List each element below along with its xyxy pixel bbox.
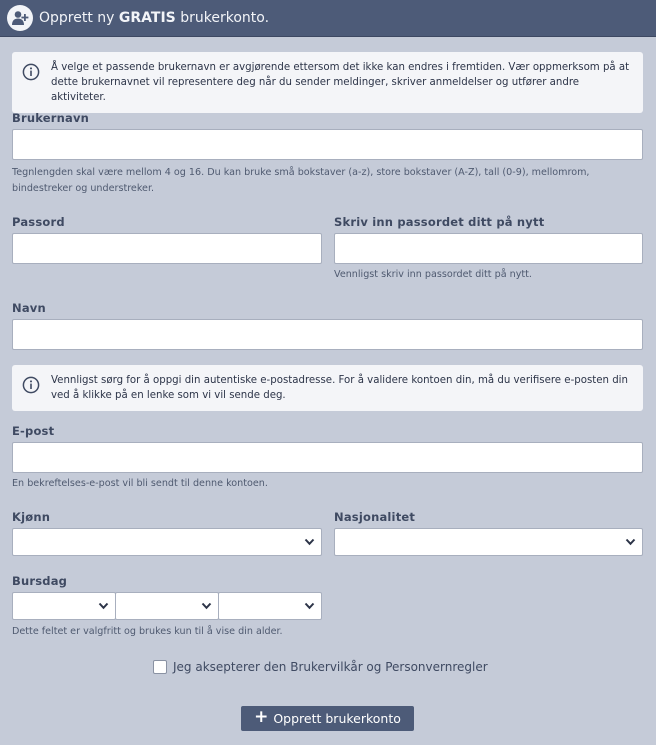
chevron-down-icon: [201, 602, 212, 610]
form-title: Opprett ny GRATIS brukerkonto.: [39, 10, 270, 26]
create-account-label: Opprett brukerkonto: [273, 711, 401, 726]
email-info-text: Vennligst sørg for å oppgi din autentiske e-postadresse. For å validere kontoen din, må du verifisere e-posten din ved å klikke på en lenke som vi vil sende deg.: [51, 375, 628, 401]
email-hint: En bekreftelses-e-post vil bli sendt til denne kontoen.: [12, 478, 268, 489]
nationality-label: Nasjonalitet: [334, 510, 416, 524]
plus-icon: +: [254, 707, 269, 727]
create-account-button[interactable]: [241, 706, 414, 731]
username-info-box: [12, 52, 643, 113]
info-icon: [22, 63, 40, 81]
terms-label[interactable]: Jeg aksepterer den Brukervilkår og Personvernregler: [173, 660, 488, 674]
chevron-down-icon: [625, 538, 636, 546]
birthday-day-select[interactable]: [12, 592, 116, 620]
form-header: [0, 0, 656, 37]
birthday-label: Bursdag: [12, 574, 68, 588]
terms-checkbox[interactable]: [153, 660, 167, 674]
add-user-icon: [7, 5, 33, 31]
gender-label: Kjønn: [12, 510, 51, 524]
birthday-month-select[interactable]: [115, 592, 219, 620]
username-info-text: Å velge et passende brukernavn er avgjørende ettersom det ikke kan endres i fremtiden. Vær oppmerksom på at dette brukernavnet vil representere deg når du sender meldinger, skriver anmeldelser og utfører andre aktiviteter.: [51, 62, 630, 103]
birthday-year-select[interactable]: [218, 592, 322, 620]
password-repeat-hint: Vennligst skriv inn passordet ditt på nytt.: [334, 269, 532, 280]
chevron-down-icon: [304, 602, 315, 610]
username-hint: Tegnlengden skal være mellom 4 og 16. Du kan bruke små bokstaver (a-z), store bokstaver (A-Z), tall (0-9), mellomrom, bindestreker og understreker.: [12, 167, 590, 194]
password-repeat-label: Skriv inn passordet ditt på nytt: [334, 215, 545, 229]
username-label: Brukernavn: [12, 111, 90, 125]
name-label: Navn: [12, 301, 46, 315]
terms-row: [153, 660, 488, 674]
password-repeat-input[interactable]: [334, 233, 643, 264]
email-info-box: [12, 365, 643, 411]
username-input[interactable]: [12, 129, 643, 160]
email-input[interactable]: [12, 442, 643, 473]
password-input[interactable]: [12, 233, 322, 264]
nationality-select[interactable]: [334, 528, 643, 556]
info-icon: [22, 376, 40, 394]
password-label: Passord: [12, 215, 65, 229]
gender-select[interactable]: [12, 528, 322, 556]
email-label: E-post: [12, 424, 55, 438]
chevron-down-icon: [304, 538, 315, 546]
birthday-hint: Dette feltet er valgfritt og brukes kun til å vise din alder.: [12, 626, 283, 637]
name-input[interactable]: [12, 319, 643, 350]
chevron-down-icon: [98, 602, 109, 610]
